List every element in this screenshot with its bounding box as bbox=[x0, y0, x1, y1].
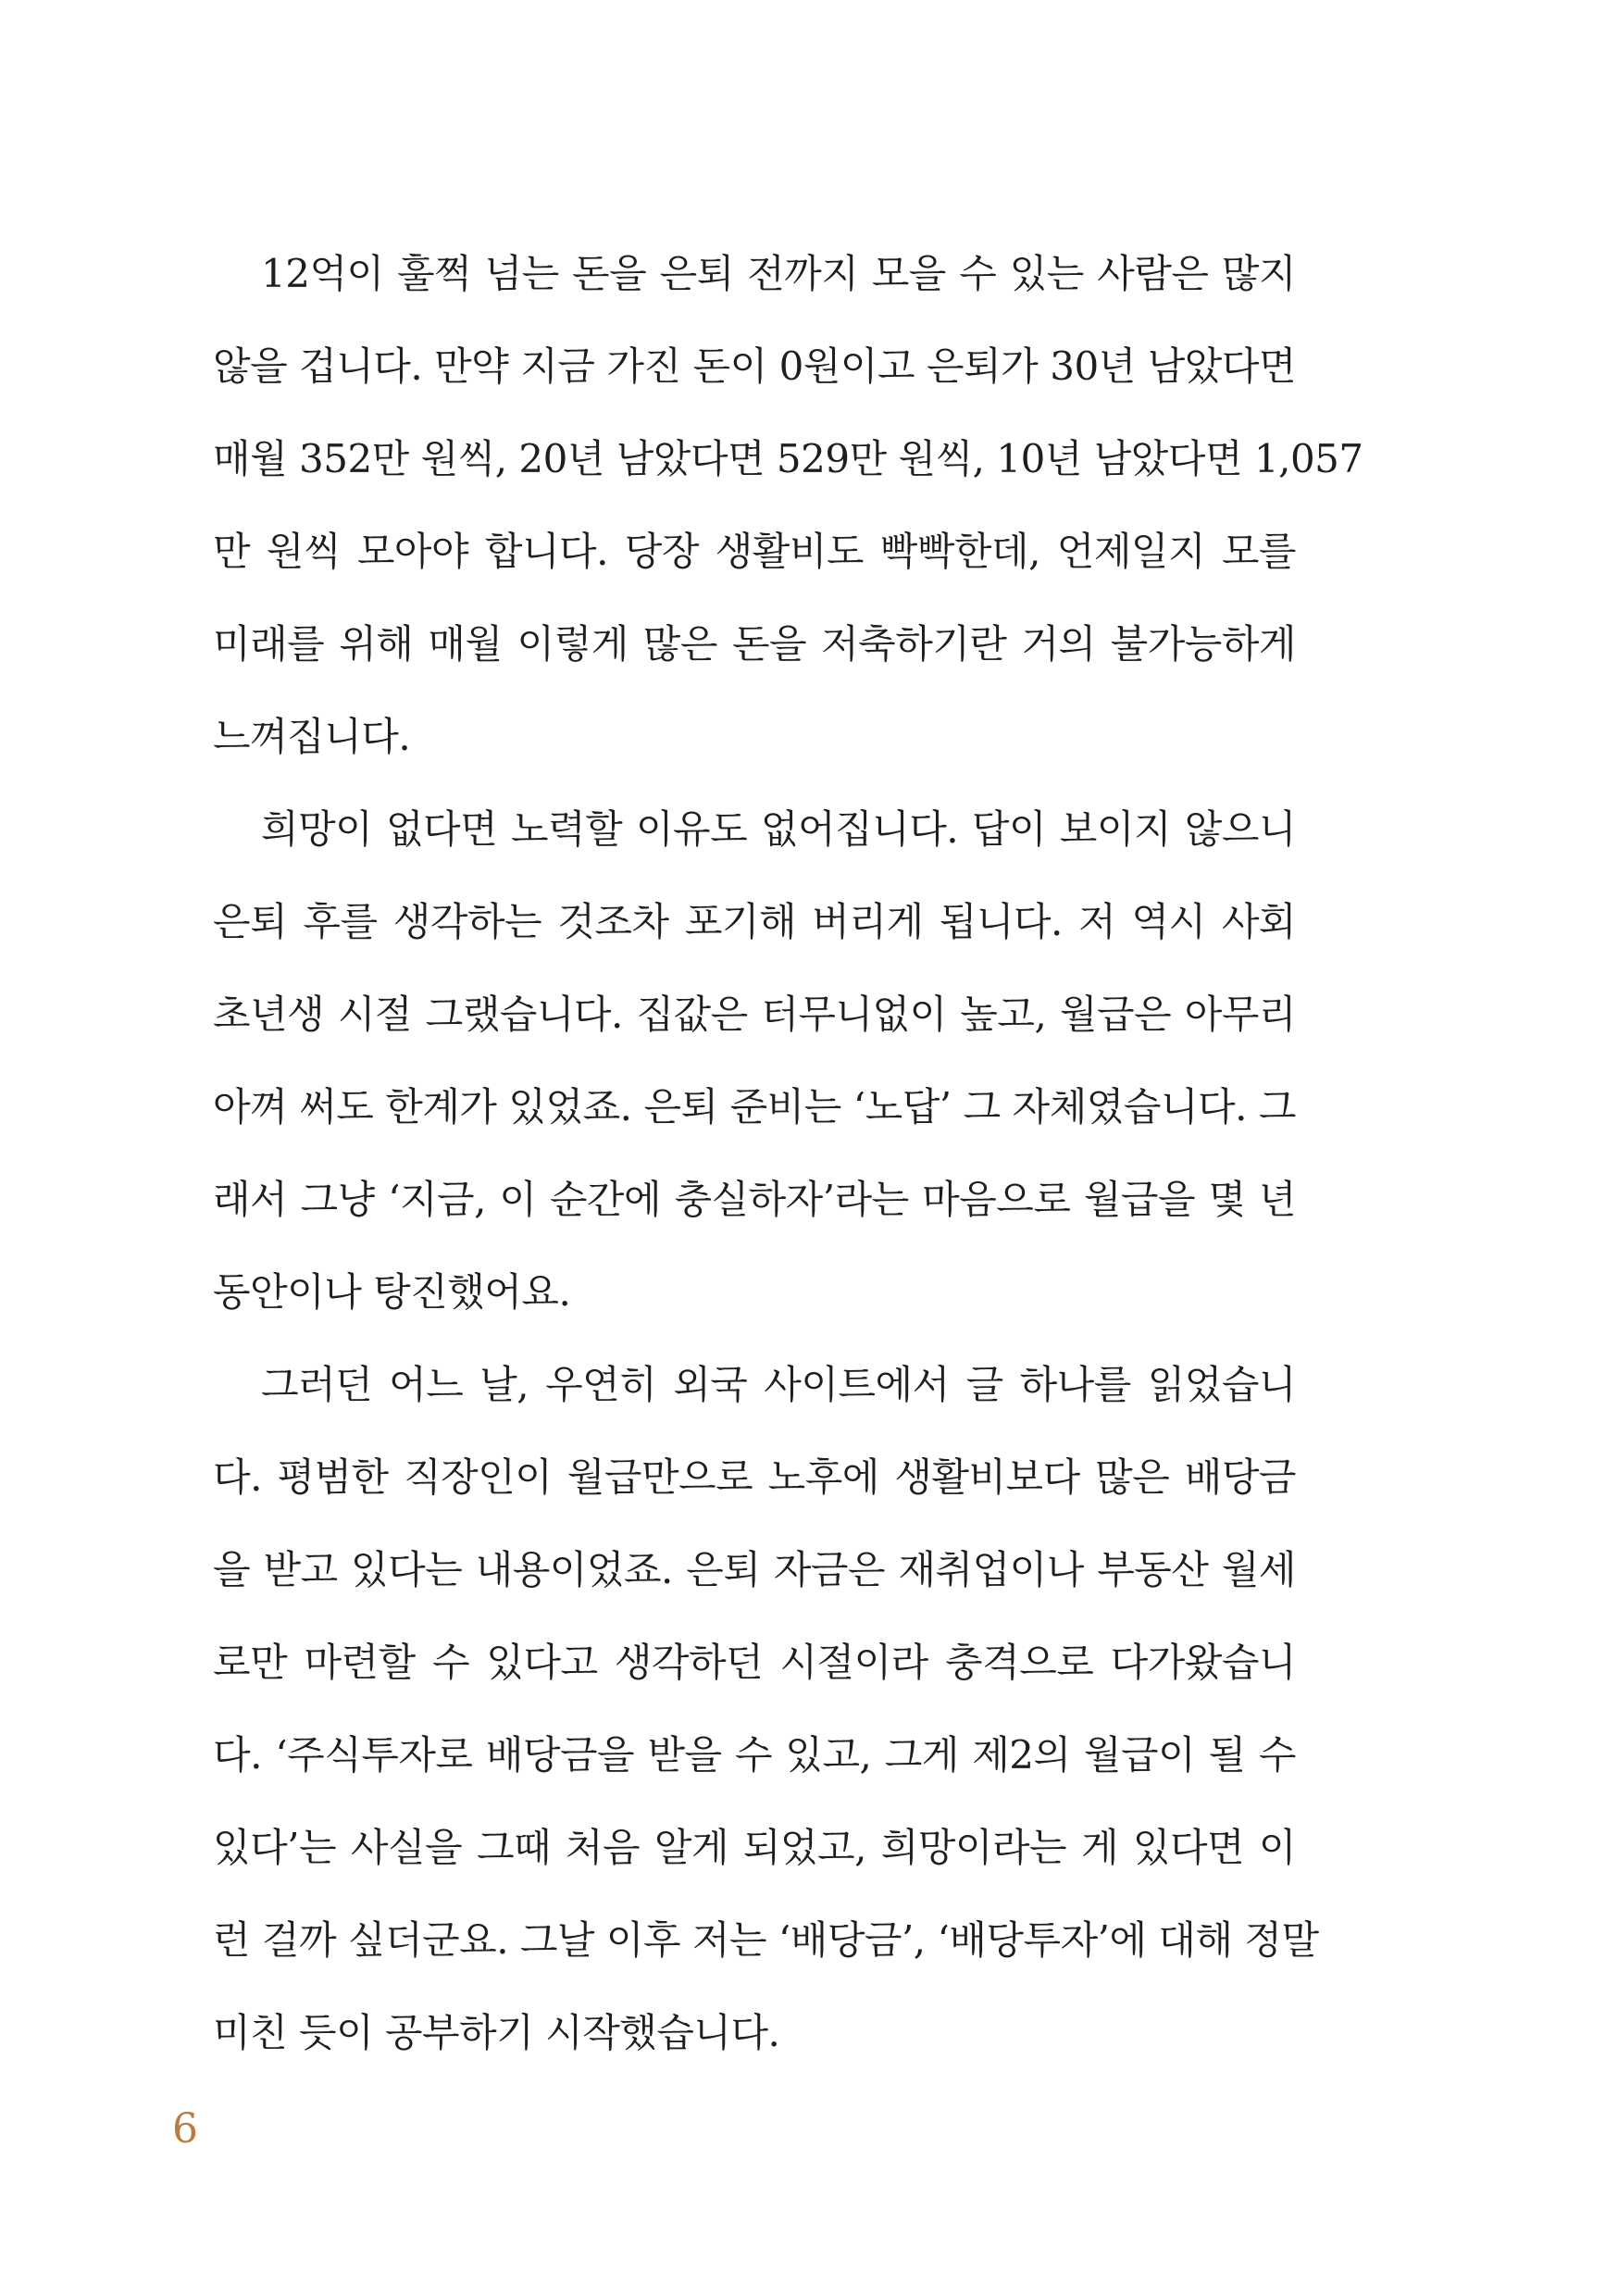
text-line: 다. 평범한 직장인이 월급만으로 노후에 생활비보다 많은 배당금 bbox=[213, 1454, 1296, 1500]
text-line: 동안이나 탕진했어요. bbox=[213, 1269, 571, 1315]
paragraph-2 bbox=[213, 783, 1296, 1339]
text-line: 희망이 없다면 노력할 이유도 없어집니다. 답이 보이지 않으니 bbox=[261, 806, 1296, 852]
text-line: 만 원씩 모아야 합니다. 당장 생활비도 빡빡한데, 언제일지 모를 bbox=[213, 529, 1296, 574]
text-line: 은퇴 후를 생각하는 것조차 포기해 버리게 됩니다. 저 역시 사회 bbox=[213, 899, 1296, 944]
text-line: 미친 듯이 공부하기 시작했습니다. bbox=[213, 2010, 780, 2055]
text-line: 그러던 어느 날, 우연히 외국 사이트에서 글 하나를 읽었습니 bbox=[261, 1362, 1296, 1407]
text-line: 래서 그냥 ‘지금, 이 순간에 충실하자’라는 마음으로 월급을 몇 년 bbox=[213, 1177, 1296, 1222]
text-line: 있다’는 사실을 그때 처음 알게 되었고, 희망이라는 게 있다면 이 bbox=[213, 1825, 1296, 1870]
text-line: 을 받고 있다는 내용이었죠. 은퇴 자금은 재취업이나 부동산 월세 bbox=[213, 1547, 1296, 1592]
paragraph-1 bbox=[213, 228, 1363, 783]
text-line: 초년생 시절 그랬습니다. 집값은 터무니없이 높고, 월급은 아무리 bbox=[213, 992, 1296, 1037]
text-line: 아껴 써도 한계가 있었죠. 은퇴 준비는 ‘노답’ 그 자체였습니다. 그 bbox=[213, 1084, 1296, 1129]
text-line: 12억이 훌쩍 넘는 돈을 은퇴 전까지 모을 수 있는 사람은 많지 bbox=[261, 251, 1296, 296]
page-number: 6 bbox=[172, 2105, 198, 2152]
page-body bbox=[213, 228, 1363, 2079]
text-line: 않을 겁니다. 만약 지금 가진 돈이 0원이고 은퇴가 30년 남았다면 bbox=[213, 343, 1296, 389]
text-line: 미래를 위해 매월 이렇게 많은 돈을 저축하기란 거의 불가능하게 bbox=[213, 621, 1296, 667]
text-line: 다. ‘주식투자로 배당금을 받을 수 있고, 그게 제2의 월급이 될 수 bbox=[213, 1732, 1296, 1778]
text-line: 매월 352만 원씩, 20년 남았다면 529만 원씩, 10년 남았다면 1,057 bbox=[213, 436, 1363, 481]
text-line: 로만 마련할 수 있다고 생각하던 시절이라 충격으로 다가왔습니 bbox=[213, 1640, 1296, 1685]
paragraph-3 bbox=[213, 1339, 1319, 2079]
text-line: 느껴집니다. bbox=[213, 714, 411, 759]
text-line: 런 걸까 싶더군요. 그날 이후 저는 ‘배당금’, ‘배당투자’에 대해 정말 bbox=[213, 1917, 1319, 1963]
